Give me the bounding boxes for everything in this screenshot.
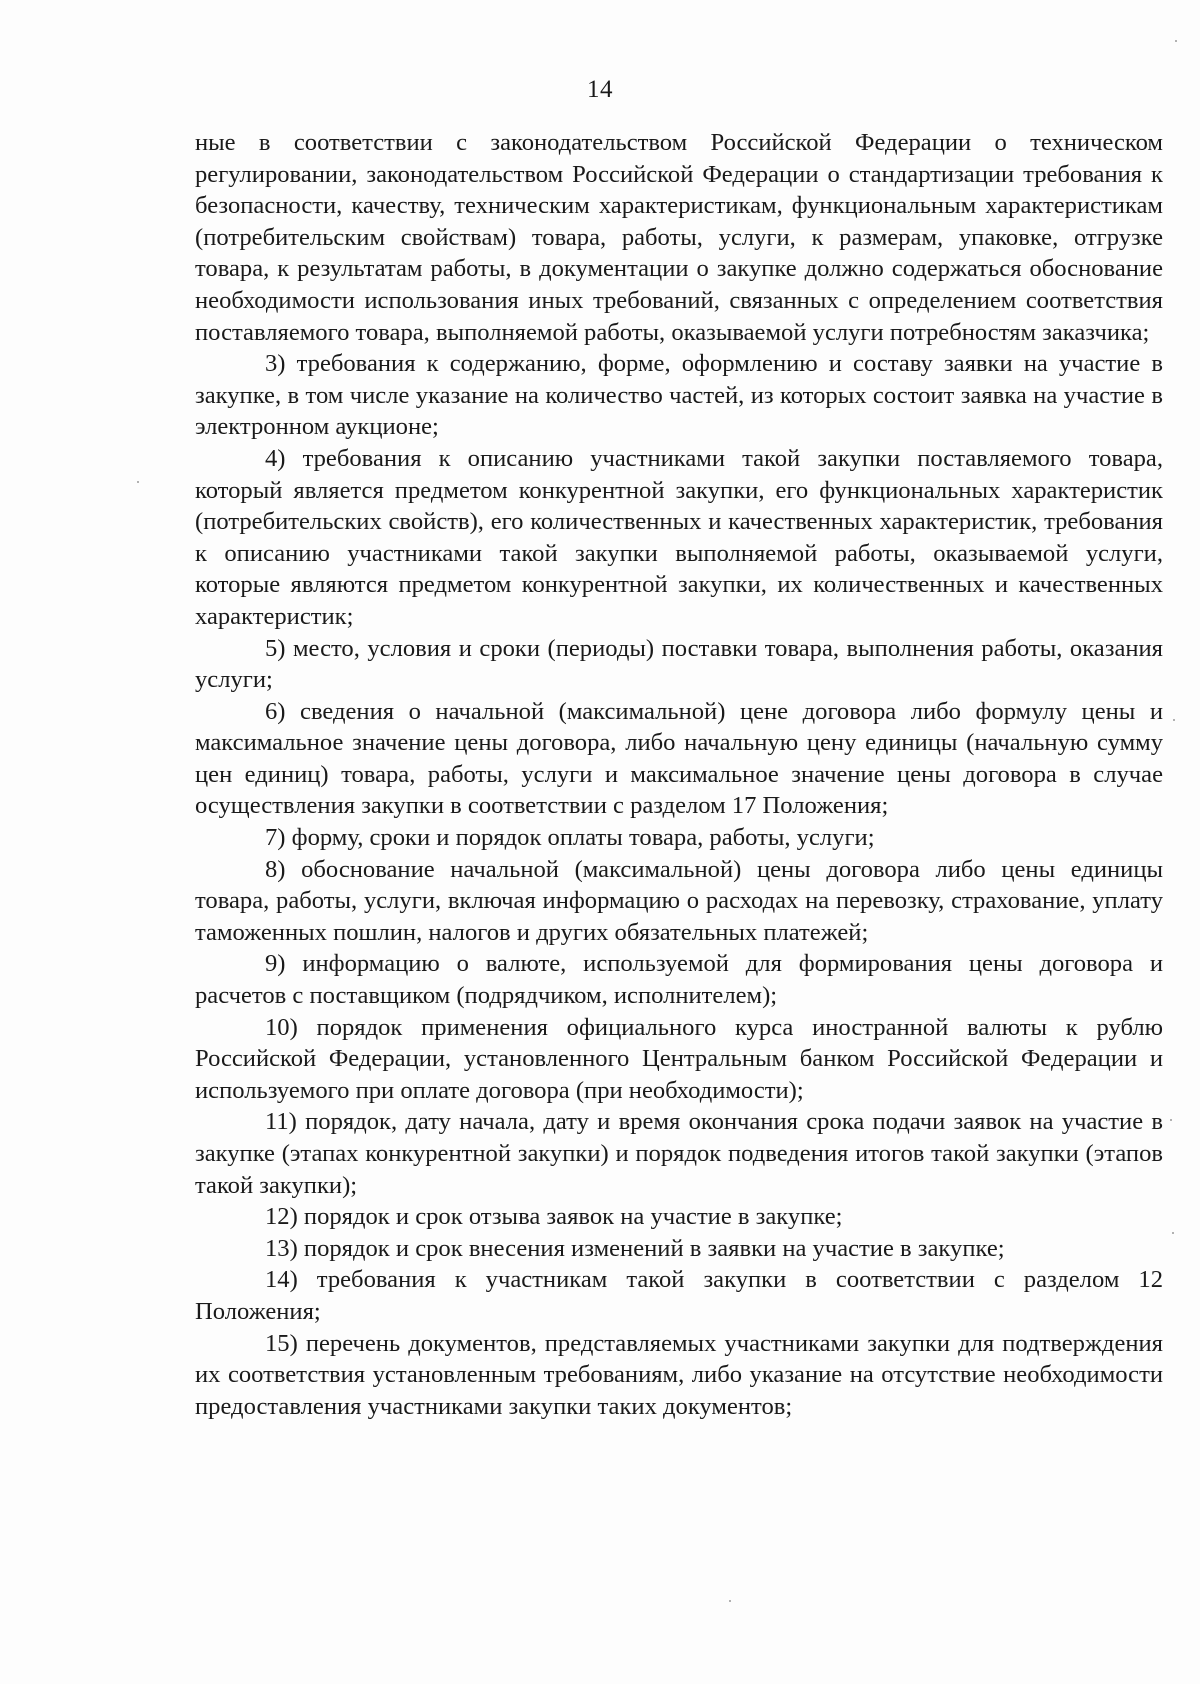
list-item-6: 6) сведения о начальной (максимальной) цене договора либо формулу цены и максимальное значение цены договора, либо начальную цену единицы (начальную сумму цен единиц) товара, работы, услуги и максимальное значение цены договора в случае осуществления закупки в соответствии с разделом 17 Положения;: [195, 697, 1163, 820]
list-item-9: 9) информацию о валюте, используемой для формирования цены договора и расчетов с поставщиком (подрядчиком, исполнителем);: [195, 950, 1163, 1010]
scan-speck: [729, 1600, 731, 1602]
list-item-13: 13) порядок и срок внесения изменений в заявки на участие в закупке;: [265, 1234, 1005, 1262]
scan-speck: [1173, 719, 1175, 721]
list-item-12: 12) порядок и срок отзыва заявок на участие в закупке;: [265, 1203, 843, 1231]
page-number: 14: [587, 76, 613, 103]
list-item-14: 14) требования к участникам такой закупки в соответствии с разделом 12 Положения;: [195, 1266, 1163, 1325]
list-item-4: 4) требования к описанию участниками такой закупки поставляемого товара, который является предметом конкурентной закупки, его функциональных характеристик (потребительских свойств), его количественных и качественных характеристик, требования к описанию участниками такой закупки выполняемой работы, оказываемой услуги, которые являются предметом конкурентной закупки, их количественных и качественных характеристик;: [195, 444, 1163, 630]
list-item-5: 5) место, условия и сроки (периоды) поставки товара, выполнения работы, оказания услуги;: [195, 634, 1163, 694]
list-item-8: 8) обоснование начальной (максимальной) цены договора либо цены единицы товара, работы, услуги, включая информацию о расходах на перевозку, страхование, уплату таможенных пошлин, налогов и других обязательных платежей;: [195, 855, 1163, 946]
scan-speck: [137, 481, 139, 483]
list-item-3: 3) требования к содержанию, форме, оформлению и составу заявки на участие в закупке, в том числе указание на количество частей, из которых состоит заявка на участие в электронном аукционе;: [195, 350, 1163, 441]
list-item-10: 10) порядок применения официального курса иностранной валюты к рублю Российской Федерации, установленного Центральным банком Российской Федерации и используемого при оплате договора (при необходимости);: [195, 1013, 1163, 1104]
list-item-11: 11) порядок, дату начала, дату и время окончания срока подачи заявок на участие в закупке (этапах конкурентной закупки) и порядок подведения итогов такой закупки (этапов такой закупки);: [195, 1108, 1163, 1199]
list-item-7: 7) форму, сроки и порядок оплаты товара, работы, услуги;: [265, 824, 875, 852]
paragraph-continuation: ные в соответствии с законодательством Российской Федерации о техническом регулировании, законодательством Российской Федерации о стандартизации требования к безопасности, качеству, техническим характеристикам, функциональным характеристикам (потребительским свойствам) товара, работы, услуги, к размерам, упаковке, отгрузке товара, к результатам работы, в документации о закупке должно содержаться обоснование необходимости использования иных требований, связанных с определением соответствия поставляемого товара, выполняемой работы, оказываемой услуги потребностям заказчика;: [195, 129, 1163, 346]
scan-speck: [1170, 1119, 1172, 1121]
scan-speck: [1175, 40, 1177, 42]
list-item-15: 15) перечень документов, представляемых участниками закупки для подтверждения их соответствия установленным требованиям, либо указание на отсутствие необходимости предоставления участниками закупки таких документов;: [195, 1329, 1163, 1420]
document-body: [195, 127, 1163, 1422]
scan-speck: [1172, 1232, 1174, 1234]
